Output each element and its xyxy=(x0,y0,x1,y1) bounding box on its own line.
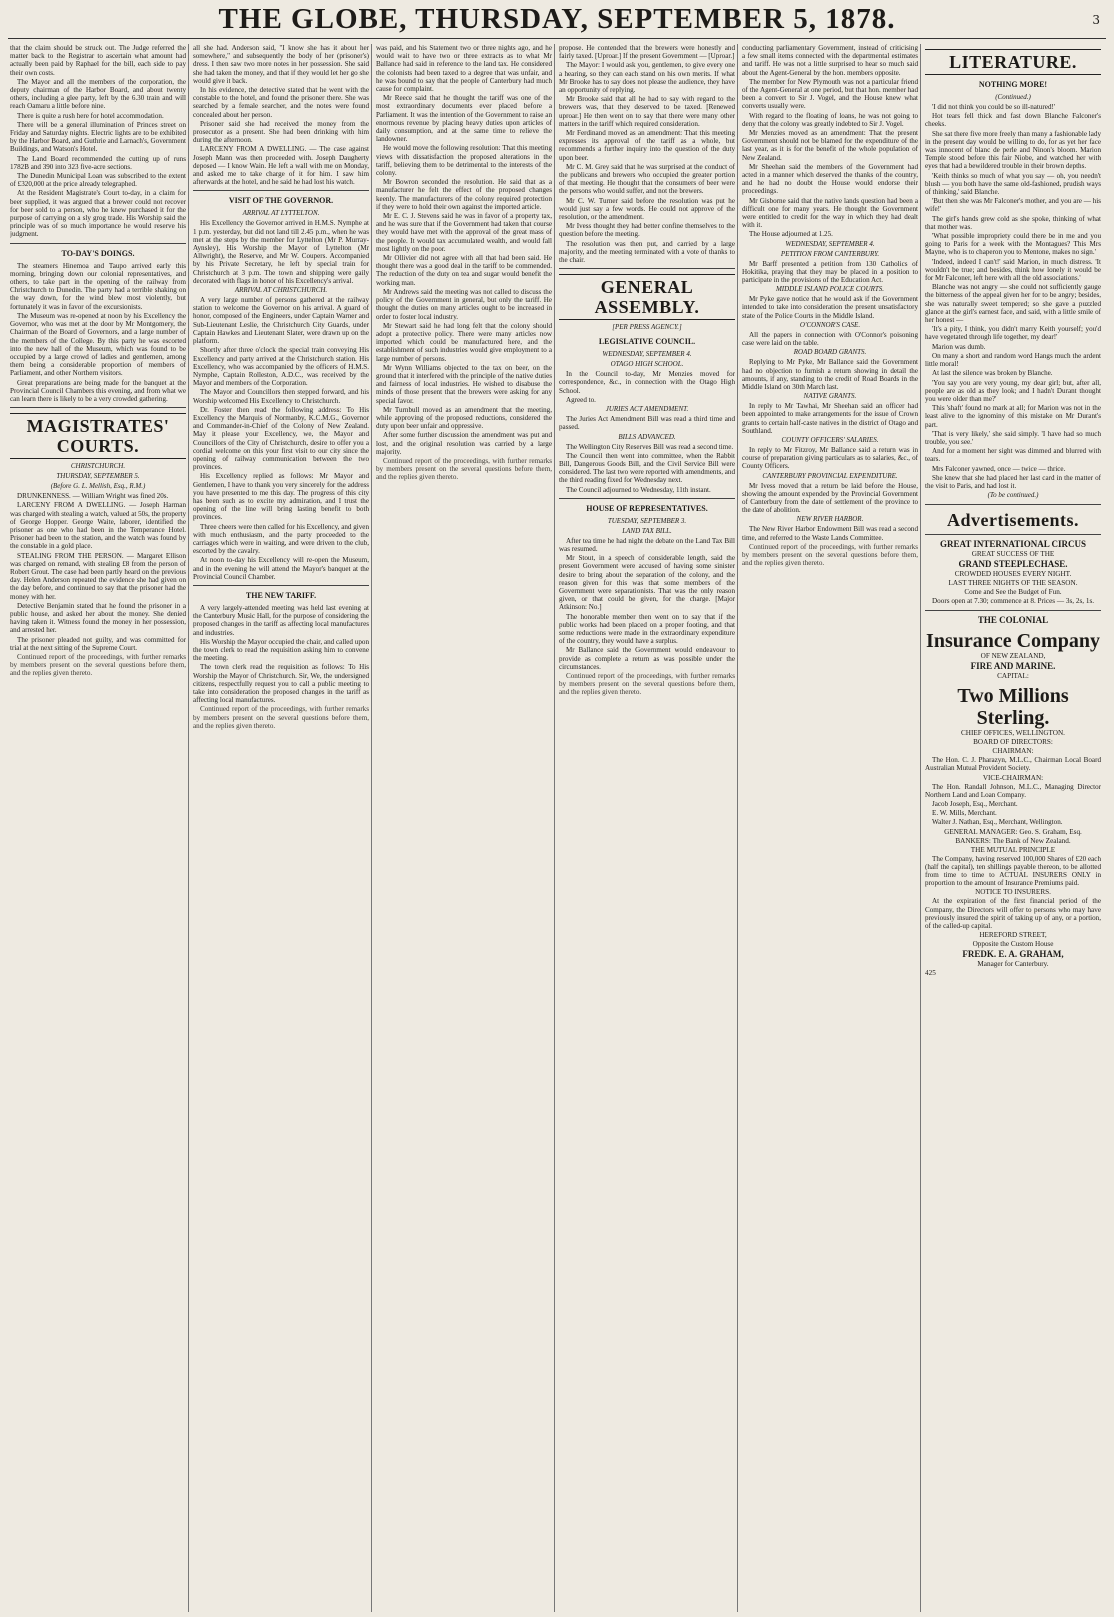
insurance-capital: Two Millions Sterling. xyxy=(957,685,1069,730)
ad-line: FIRE AND MARINE. xyxy=(970,661,1056,672)
section-heading-legislative: LEGISLATIVE COUNCIL. xyxy=(598,337,696,347)
paragraph: 'What possible impropriety could there be in me and you going to Paris for a week with the Montagues? This Mrs Mayne, who is to chaperon you to Mentone, makes no sign.' xyxy=(925,232,1101,257)
page-number: 3 xyxy=(1092,13,1100,27)
ad-line: GREAT SUCCESS OF THE xyxy=(971,550,1055,559)
paragraph: 'Keith thinks so much of what you say — oh, you needn't blush — you both have the same old-fashioned, prudish ways of thinking,' said Blanche. xyxy=(925,171,1101,197)
to-be-continued: (To be continued.) xyxy=(987,491,1039,500)
ad-line: CAPITAL: xyxy=(997,672,1029,681)
paragraph: Mr C. M. Grey said that he was surprised at the conduct of the publicans and brewers who occupied the greater portion of that meeting. He thought that the consumers of beer were the persons who would suffer, and not the brewers. xyxy=(559,162,735,196)
paragraph: The Hon. Randall Johnson, M.L.C., Managing Director Northern Land and Loan Company. xyxy=(925,782,1101,799)
paragraph: 'That is very likely,' she said simply. 'I have had so much trouble, you see.' xyxy=(925,429,1101,446)
paragraph: all she had. Anderson said, "I know she has it about her somewhere," and subsequently the body of her (prisoner's) dress. I then saw two more notes in her possession. She said she had taken the money, and that if they would let her go she would give it back. xyxy=(193,44,369,85)
paragraph: He would move the following resolution: That this meeting views with dissatisfaction the proposed alterations in the tariff, believing them to be detrimental to the interests of the colony. xyxy=(376,144,552,178)
ad-line: Manager for Canterbury. xyxy=(977,960,1049,969)
paragraph: Prisoner said she had received the money from the prosecutor as a present. She had been drinking with him during the afternoon. xyxy=(193,119,369,145)
ad-line: HEREFORD STREET, xyxy=(979,931,1047,940)
paragraph: Mr Wynn Williams objected to the tax on beer, on the ground that it interfered with the principle of the native duties and fairness of local industries. He wished to disabuse the minds of those present that the brewers were asking for any special favor. xyxy=(376,363,552,405)
paragraph: The Council then went into committee, when the Rabbit Bill, Dangerous Goods Bill, and the Civil Service Bill were considered. The last two were reported with amendments, and the third reading fixed for Wednesday next. xyxy=(559,451,735,485)
paragraph: Mr Turnbull moved as an amendment that the meeting, while approving of the proposed reductions, considered the duty upon beer unfair and oppressive. xyxy=(376,405,552,431)
section-heading-doings: TO-DAY'S DOINGS. xyxy=(61,248,135,258)
section-heading-tariff: THE NEW TARIFF. xyxy=(245,590,317,600)
subheading: PETITION FROM CANTERBURY. xyxy=(780,249,880,258)
paragraph: Shortly after three o'clock the special train conveying His Excellency and party arrived at the Christchurch station. His Excellency, who was accompanied by the officers of H.M.S. Nymphe, Captain Rolleston, A.D.C., was received by the Mayor and members of the Corporation. xyxy=(193,346,369,388)
paragraph: 'I did not think you could be so ill-natured!' xyxy=(932,103,1056,111)
paragraph: Three cheers were then called for his Excellency, and given with much enthusiasm, and the party proceeded to the carriages which were in waiting, and were driven to the club, escorted by the cavalry. xyxy=(193,522,369,556)
column-3 xyxy=(376,44,552,1612)
paragraph: Great preparations are being made for the banquet at the Provincial Council Chambers this evening, and from what we can learn there is likely to be a very crowded gathering. xyxy=(10,378,186,403)
paragraph: At last the silence was broken by Blanche. xyxy=(932,369,1053,378)
paragraph: Hot tears fell thick and fast down Blanche Falconer's cheeks. xyxy=(925,112,1101,129)
subheading: CANTERBURY PROVINCIAL EXPENDITURE. xyxy=(762,471,898,480)
paragraph: The resolution was then put, and carried by a large majority, and the meeting terminated with a vote of thanks to the chair. xyxy=(559,239,735,265)
column-divider xyxy=(737,44,738,1612)
paragraph: The town clerk read the requisition as follows: To His Worship the Mayor of Christchurch. Sir, We, the undersigned citizens, respectfully request you to call a public meeting to take into consideration the proposed changes in the tariff as affecting local manufactures. xyxy=(193,663,369,705)
paragraph: The Wellington City Reserves Bill was read a second time. xyxy=(566,442,734,451)
paragraph: This 'shaft' found no mark at all; for Marion was not in the least alive to the ignominy of this mistake on Mr Durant's part. xyxy=(925,404,1101,429)
paragraph: All the papers in connection with O'Connor's poisoning case were laid on the table. xyxy=(742,330,918,348)
paragraph: With regard to the floating of loans, he was not going to deny that the colony was greatly indebted to Sir J. Vogel. xyxy=(742,111,918,128)
masthead xyxy=(0,0,1114,40)
subheading: NEW RIVER HARBOR. xyxy=(796,515,864,524)
paragraph: conducting parliamentary Government, instead of criticising a few small items connected with the departmental estimates and tariff. He was not a little surprised to hear so much said about the Agent-General by the hon. members opposite. xyxy=(742,44,918,77)
paragraph: Mr Menzies moved as an amendment: That the present Government should not be blamed for the expenditure of the last year, as it is for the benefit of the whole population of New Zealand. xyxy=(742,129,918,162)
paragraph: At noon to-day his Excellency will re-open the Museum, and in the evening he will attend the Mayor's banquet at the Provincial Council Chamber. xyxy=(193,556,369,581)
paragraph: Mr Gisborne said that the native lands question had been a difficult one for many years. He thought the Government were entitled to credit for the way in which they had dealt with it. xyxy=(742,196,918,230)
ad-line: THE MUTUAL PRINCIPLE xyxy=(970,845,1056,854)
paragraph: There will be a general illumination of Princes street on Friday and Saturday nights. Electric lights are to be exhibited by the Harbor Board, and Guthrie and Larnach's, Government Buildings, and Watson's Hotel. xyxy=(10,120,186,154)
paragraph: propose. He contended that the brewers were honestly and fairly taxed. [Uproar.] If the present Government — [Uproar.] xyxy=(559,44,735,61)
paragraph: The steamers Hinemoa and Taupo arrived early this morning, bringing down our colonial representatives, and others, to take part in the opening of the railway from Christchurch to Dunedin. The party had a terrible shaking on the way down, for the wind blew most violently, but fortunately it was in favor of the excursionists. xyxy=(10,261,186,311)
paragraph: The Mayor and Councillors then stepped forward, and his Worship welcomed His Excellency to Christchurch. xyxy=(193,388,369,405)
paragraph: 'But then she was Mr Falconer's mother, and you are — his wife!' xyxy=(925,197,1101,214)
paragraph: The Land Board recommended the cutting up of runs 1782B and 390 into 323 five-acre sections. xyxy=(10,154,186,171)
paragraph: The Hon. C. J. Pharazyn, M.L.C., Chairman Local Board Australian Mutual Provident Society. xyxy=(925,756,1101,773)
story-title: NOTHING MORE! xyxy=(978,80,1048,89)
paragraph: Continued report of the proceedings, with further remarks by members present on the several questions before them, and the replies given thereto. xyxy=(10,652,186,678)
subheading: MIDDLE ISLAND POLICE COURTS. xyxy=(775,285,885,294)
paragraph: Mr E. C. J. Stevens said he was in favor of a property tax, and he was sure that if the Government had taken that course they would have met with the approval of the great mass of the people. It would tax accumulated wealth, and would fall most lightly on the poor. xyxy=(376,212,552,253)
paragraph: Continued report of the proceedings, with further remarks by members present on the several questions before them, and the replies given thereto. xyxy=(559,671,735,697)
section-rule xyxy=(925,504,1101,505)
ad-line: VICE-CHAIRMAN: xyxy=(982,773,1044,782)
section-heading-house: HOUSE OF REPRESENTATIVES. xyxy=(586,503,708,513)
ad-reference: 425 xyxy=(925,969,936,978)
paragraph: After some further discussion the amendment was put and lost, and the original resolution was carried by a large majority. xyxy=(376,431,552,456)
paragraph: Mr Ollivier did not agree with all that had been said. He thought there was a good deal in the tariff to be commended. The reduction of the duty on tea and sugar would benefit the working man. xyxy=(376,254,552,287)
paragraph: The girl's hands grew cold as she spoke, thinking of what that mother was. xyxy=(925,214,1101,231)
paragraph: Mr Bowron seconded the resolution. He said that as a manufacturer he felt the effect of the proposed changes keenly. The manufacturers of the colony required protection if they were to hold their own against the imported article. xyxy=(376,178,552,211)
subheading: (Continued.) xyxy=(995,93,1031,101)
paragraph: A very largely-attended meeting was held last evening at the Canterbury Music Hall, for the purpose of considering the proposed changes in the tariff as affecting local manufactures and industries. xyxy=(193,603,369,637)
ad-line: OF NEW ZEALAND, xyxy=(980,652,1046,661)
paragraph: After tea time he had night the debate on the Land Tax Bill was resumed. xyxy=(559,536,735,553)
column-divider xyxy=(920,44,921,1612)
column-divider xyxy=(371,44,372,1612)
masthead-rule xyxy=(8,38,1106,39)
paragraph: The prisoner pleaded not guilty, and was committed for trial at the next sitting of the Supreme Court. xyxy=(10,635,186,652)
insurance-company: Insurance Company xyxy=(926,630,1100,653)
paragraph: The Juries Act Amendment Bill was read a third time and passed. xyxy=(559,415,735,432)
paragraph: Jacob Joseph, Esq., Merchant. xyxy=(932,799,1018,808)
paragraph: Mr Stout, in a speech of considerable length, said the present Government were accused of having some sinister desire to bring about the separation of the colony, and the reason given for this was that some members of the Government were separationists. That was the only reason given, or that could be given, for the charge. [Major Atkinson: No.] xyxy=(559,554,735,612)
section-heading-literature: LITERATURE. xyxy=(925,49,1101,75)
paragraph: In the Council to-day, Mr Menzies moved for correspondence, &c., in connection with the Otago High School. xyxy=(559,370,735,395)
subheading: TUESDAY, SEPTEMBER 3. xyxy=(607,516,687,525)
ad-line: CHIEF OFFICES, WELLINGTON. xyxy=(961,729,1065,738)
paragraph: STEALING FROM THE PERSON. — Margaret Ellison was charged on remand, with stealing £8 from the person of Robert Grout. The case had been partly heard on the previous day. Helen Anderson repeated the evidence she had given on the day before, and continued to say that the prisoner had the money with her. xyxy=(10,551,186,601)
paragraph: His Excellency the Governor arrived in H.M.S. Nymphe at 1 p.m. yesterday, but did not land till 2.45 p.m., when he was met at the steps by the member for Lyttelton (Mr P. Murray-Aynsley), His Worship the Mayor of Lyttelton (Mr Allwright), the Reserve, and Mr W. Coupers. Accompanied by his Private Secretary, he left by special train for Christchurch at 3 p.m. The town and shipping were gaily decorated with flags in honor of his Excellency's arrival. xyxy=(193,219,369,285)
paragraph: Mr Ivess moved that a return be laid before the House, showing the amount expended by the Provincial Government of Canterbury from the date of settlement of the province to the date of abolition. xyxy=(742,481,918,515)
paragraph: His Worship the Mayor occupied the chair, and called upon the town clerk to read the requisition asking him to convene the meeting. xyxy=(193,637,369,663)
paragraph: Continued report of the proceedings, with further remarks by members present on the several questions before them, and the replies given thereto. xyxy=(742,542,918,568)
paragraph: Detective Benjamin stated that he found the prisoner in a public house, and asked her about the money. She denied having taken it. Witness found the money in her possession, and arrested her. xyxy=(10,601,186,635)
subheading: COUNTY OFFICERS' SALARIES. xyxy=(781,435,879,444)
paragraph: On many a short and random word Hangs much the ardent little moral! xyxy=(925,351,1101,369)
subheading: BILLS ADVANCED. xyxy=(618,432,676,441)
paragraph: Replying to Mr Pyke, Mr Ballance said the Government had no objection to furnish a return showing in detail the amounts, if any, standing to the credit of Road Boards in the Middle Island on 30th March last. xyxy=(742,358,918,391)
paragraph: Mr C. W. Turner said before the resolution was put he would just say a few words. He could not approve of the resolution, or the amendment. xyxy=(559,196,735,222)
paragraph: His Excellency replied as follows: Mr Mayor and Gentlemen, I have to thank you very sincerely for the address you have presented to me this day. The progress of this city has been such as to excite my admiration, and I trust the opening of the line will bring lasting benefit to both provinces. xyxy=(193,472,369,522)
paragraph: 'Indeed, indeed I can't!' said Marion, in much distress. 'It wouldn't be true; and besides, think how lonely it would be for Mr Falconer, left here with all the old associations.' xyxy=(925,257,1101,283)
paragraph: that the claim should be struck out. The Judge referred the matter back to the Registrar to ascertain what amount had actually been paid by Raphael for the bill, each side to pay their own costs. xyxy=(10,44,186,77)
subheading: CHRISTCHURCH. xyxy=(70,462,126,471)
section-rule xyxy=(10,243,186,244)
paragraph: In his evidence, the detective stated that he went with the constable to the hotel, and found the prisoner there. She was searched by a female searcher, and the notes were found concealed about her person. xyxy=(193,86,369,119)
section-heading-magistrates: MAGISTRATES' COURTS. xyxy=(10,413,186,459)
paragraph: The Mayor: I would ask you, gentlemen, to give every one a hearing, so they can each stand on his own merits. If what Mr Brooke has to say does not please the audience, they have an opportunity of replying. xyxy=(559,61,735,95)
subheading: LAND TAX BILL. xyxy=(622,526,672,535)
section-heading-governor: VISIT OF THE GOVERNOR. xyxy=(228,196,334,206)
section-rule xyxy=(193,190,369,191)
subheading: THURSDAY, SEPTEMBER 5. xyxy=(56,472,140,481)
subheading: WEDNESDAY, SEPTEMBER 4. xyxy=(785,239,875,248)
section-heading-advertisements: Advertisements. xyxy=(947,510,1079,531)
ad-line: BOARD OF DIRECTORS: xyxy=(973,738,1053,747)
subheading: ROAD BOARD GRANTS. xyxy=(793,348,867,357)
paragraph: Mr Stewart said he had long felt that the colony should adopt a protective policy. There were many articles now imported which could be manufactured here, and the establishment of such industries would give employment to a large number of persons. xyxy=(376,321,552,363)
paragraph: Mr Brooke said that all he had to say with regard to the brewers was, that they deserved to be taxed. [Renewed uproar.] He then went on to say that there were many other matters in the tariff which required consideration. xyxy=(559,95,735,128)
paragraph: Mr Barff presented a petition from 130 Catholics of Hokitika, praying that they may be placed in a position to participate in the provisions of the Education Act. xyxy=(742,259,918,285)
paragraph: The Museum was re-opened at noon by his Excellency the Governor, who was met at the door by Mr Montgomery, the Chairman of the Board of Governors, and a large number of the members of the College. By this party he was escorted into the new hall of the Museum, which was found to be occupied by a large crowd of ladies and gentlemen, among them being a considerable proportion of members of Parliament, and other Northern visitors. xyxy=(10,311,186,378)
paragraph: Dr. Foster then read the following address: To His Excellency the Marquis of Normanby, K.C.M.G., Governor and Commander-in-Chief of the Colony of New Zealand. May it please your Excellency, we, the Mayor and Councillors of the City of Christchurch, desire to offer you a cordial welcome on this your first visit to our city since the opening of railway communication between the two provinces. xyxy=(193,405,369,472)
ad-line: CROWDED HOUSES EVERY NIGHT. xyxy=(954,570,1072,579)
paragraph: LARCENY FROM A DWELLING. — Joseph Harman was charged with stealing a watch, valued at 50s, the property of George Hopper. George Waite, laborer, identified the prisoner as one who had been in the Temperance Hotel. Prisoner had been to the station, and the watch was found by the constable in a gold place. xyxy=(10,501,186,551)
ad-line: BANKERS: The Bank of New Zealand. xyxy=(955,836,1071,845)
paragraph: Continued report of the proceedings, with further remarks by members present on the several questions before them, and the replies given thereto. xyxy=(376,456,552,482)
paragraph: At the expiration of the first financial period of the Company, the Directors will offer to persons who may have previously insured the spirit of taking up of any, or a portion, of the called-up capital. xyxy=(925,897,1101,930)
paragraph: She knew that she had placed her last card in the matter of the visit to Paris, and had lost it. xyxy=(925,473,1101,490)
circus-title: GREAT INTERNATIONAL CIRCUS xyxy=(939,539,1087,550)
section-rule xyxy=(10,407,186,408)
paragraph: E. W. Mills, Merchant. xyxy=(932,809,997,818)
section-rule xyxy=(559,498,735,499)
column-5 xyxy=(742,44,918,1612)
subheading: ARRIVAL AT LYTTELTON. xyxy=(242,209,320,218)
paragraph: There is quite a rush here for hotel accommodation. xyxy=(17,111,164,120)
paragraph: The Dunedin Municipal Loan was subscribed to the extent of £320,000 at the price already telegraphed. xyxy=(10,172,186,189)
columns xyxy=(8,44,1106,1612)
paragraph: 'It's a pity, I think, you didn't marry Keith yourself; you'd have vegetated through life together, my dear!' xyxy=(925,325,1101,342)
paragraph: 'You say you are very young, my dear girl; but, after all, people are as old as they look; and I hadn't Durant thought you were older than me?' xyxy=(925,378,1101,403)
ad-line: Opposite the Custom House xyxy=(972,940,1054,949)
subheading: O'CONNOR'S CASE. xyxy=(799,320,861,329)
subheading: OTAGO HIGH SCHOOL. xyxy=(610,360,684,369)
paragraph: The New River Harbor Endowment Bill was read a second time, and referred to the Waste Lands Committee. xyxy=(742,525,918,542)
subheading: WEDNESDAY, SEPTEMBER 4. xyxy=(602,350,692,359)
paragraph: Agreed to. xyxy=(566,395,596,404)
section-rule xyxy=(925,610,1101,611)
paragraph: Mr Pyke gave notice that he would ask if the Government intended to take into consideration the present unsatisfactory state of the Police Courts in the Middle Island. xyxy=(742,295,918,320)
subheading: JURIES ACT AMENDMENT. xyxy=(605,405,689,414)
ad-line: GENERAL MANAGER: Geo. S. Graham, Esq. xyxy=(944,827,1082,836)
subheading: [PER PRESS AGENCY.] xyxy=(612,323,682,332)
paragraph: Mr Andrews said the meeting was not called to discuss the policy of the Government in general, but only the tariff. He thought the duties on many articles ought to be increased in order to foster local industry. xyxy=(376,287,552,321)
paragraph: And for a moment her sight was dimmed and blurred with tears. xyxy=(925,447,1101,464)
section-heading-assembly: GENERAL ASSEMBLY. xyxy=(559,274,735,320)
section-rule xyxy=(925,534,1101,535)
paragraph: Marion was dumb. xyxy=(932,342,986,351)
section-rule xyxy=(559,268,735,269)
insurance-title: THE COLONIAL xyxy=(977,615,1049,626)
paragraph: DRUNKENNESS. — William Wright was fined 20s. xyxy=(17,492,169,501)
ad-line: Come and See the Budget of Fun. xyxy=(964,588,1062,597)
paragraph: LARCENY FROM A DWELLING. — The case against Joseph Mann was then proceeded with. Joseph Daugherty deposed — I know Wain. He left a wall with me on Monday, and asked me to take charge of it for him. I saw him afterwards at the hotel, and he said he had lost his watch. xyxy=(193,145,369,187)
paragraph: Walter J. Nathan, Esq., Merchant, Wellington. xyxy=(932,818,1063,827)
column-divider xyxy=(554,44,555,1612)
paragraph: The Council adjourned to Wednesday, 11th instant. xyxy=(566,485,711,494)
paragraph: In reply to Mr Tawhai, Mr Sheehan said an officer had been appointed to make arrangements for the issue of Crown grants to certain half-caste natives in the district of Otago and Southland. xyxy=(742,402,918,435)
paragraph: Mr Ivess thought they had better confine themselves to the question before the meeting. xyxy=(559,222,735,239)
column-4 xyxy=(559,44,735,1612)
ad-line: CHAIRMAN: xyxy=(992,747,1034,756)
paragraph: Mr Reece said that he thought the tariff was one of the most extraordinary documents ever placed before a Parliament. It was the intention of the Government to raise an enormous revenue by placing heavy duties upon articles of daily consumption, and at the same time to relieve the landowner. xyxy=(376,94,552,144)
column-6 xyxy=(925,44,1101,1612)
paragraph: Mr Sheehan said the members of the Government had acted in a manner which deserved the thanks of the country, and he had no doubt the House would endorse their proceedings. xyxy=(742,162,918,196)
ad-line: FREDK. E. A. GRAHAM, xyxy=(962,949,1064,960)
ad-line: Doors open at 7.30; commence at 8. Prices — 3s, 2s, 1s. xyxy=(931,597,1095,606)
paragraph: She sat there five more freely than many a fashionable lady in the present day would be willing to do, for as yet her face was innocent of blanc de perle and Ninon's bloom. Marion Temple stood before this fair Niobe, and watched her with eyes that had a bewildered trouble in their brown depths. xyxy=(925,129,1101,171)
paragraph: The honorable member then went on to say that if the public works had been placed on a proper footing, and that some reductions were made in the extraordinary expenditure of the country, they would have a surplus. xyxy=(559,612,735,646)
ad-line: LAST THREE NIGHTS OF THE SEASON. xyxy=(948,579,1078,588)
paragraph: Continued report of the proceedings, with further remarks by members present on the several questions before them, and the replies given thereto. xyxy=(193,705,369,730)
subheading: ARRIVAL AT CHRISTCHURCH. xyxy=(234,286,328,295)
paragraph: The Company, having reserved 100,000 Shares of £20 each (half the capital), ten shillings payable thereon, to be allotted from time to time to ACTUAL INSURERS ONLY in proportion to the amount of Insurance Premiums paid. xyxy=(925,854,1101,888)
ad-line: GRAND STEEPLECHASE. xyxy=(958,559,1068,570)
paragraph: The Mayor and all the members of the corporation, the deputy chairman of the Harbor Board, and about twenty others, including a glee party, left by the 6.30 train and will reach Oamaru a little before nine. xyxy=(10,77,186,111)
paragraph: Mrs Falconer yawned, once — twice — thrice. xyxy=(932,464,1066,473)
paragraph: Mr Ballance said the Government would endeavour to provide as complete a return as was possible under the circumstances. xyxy=(559,646,735,671)
paragraph: In reply to Mr Fitzroy, Mr Ballance said a return was in course of preparation giving particulars as to salaries, &c., of County Officers. xyxy=(742,445,918,471)
column-2 xyxy=(193,44,369,1612)
paragraph: Blanche was not angry — she could not sufficiently gauge the bitterness of the appeal given her for to be angry; besides, she was naturally sweet tempered; so she gave a puzzled glance at the girl's earnest face, and said, with a little smile of her honest — xyxy=(925,283,1101,325)
subheading: NATIVE GRANTS. xyxy=(803,392,857,401)
column-divider xyxy=(188,44,189,1612)
column-1 xyxy=(10,44,186,1612)
section-rule xyxy=(193,585,369,586)
newspaper-title: THE GLOBE, THURSDAY, SEPTEMBER 5, 1878. xyxy=(218,3,896,35)
paragraph: The House adjourned at 1.25. xyxy=(749,230,833,239)
paragraph: Mr Ferdinand moved as an amendment: That this meeting expresses its approval of the tariff as a whole, but recommends a further inquiry into the question of the duty upon beer. xyxy=(559,129,735,162)
subheading: (Before G. L. Mellish, Esq., R.M.) xyxy=(50,482,146,491)
paragraph: A very large number of persons gathered at the railway station to welcome the Governor on his arrival. A guard of honor, composed of the Engineers, under Captain Warner and Sub-Lieutenant Leslie, the Christchurch City Guards, under Captain Hawkes and Lieutenant Slater, were drawn up on the platform. xyxy=(193,296,369,346)
paragraph: At the Resident Magistrate's Court to-day, in a claim for beer supplied, it was argued that a brewer could not recover for beer sold to a person, who he knew purchased it for the purpose of carrying on a sly grog trade. His Worship said the principle was of so much importance he would reserve his judgment. xyxy=(10,189,186,239)
paragraph: The member for New Plymouth was not a particular friend of the Agent-General at one period, but that hon. member had been a convert to Sir J. Vogel, and the House knew what converts usually were. xyxy=(742,77,918,111)
ad-line: NOTICE TO INSURERS. xyxy=(975,888,1051,897)
paragraph: was paid, and his Statement two or three nights ago, and he would wait to have two or three extracts as to what Mr Ballance had said in reference to the land tax. He considered the colonists had been taxed to a degree that was unfair, and he was bound to say that the people of Canterbury had much cause for complaint. xyxy=(376,44,552,94)
